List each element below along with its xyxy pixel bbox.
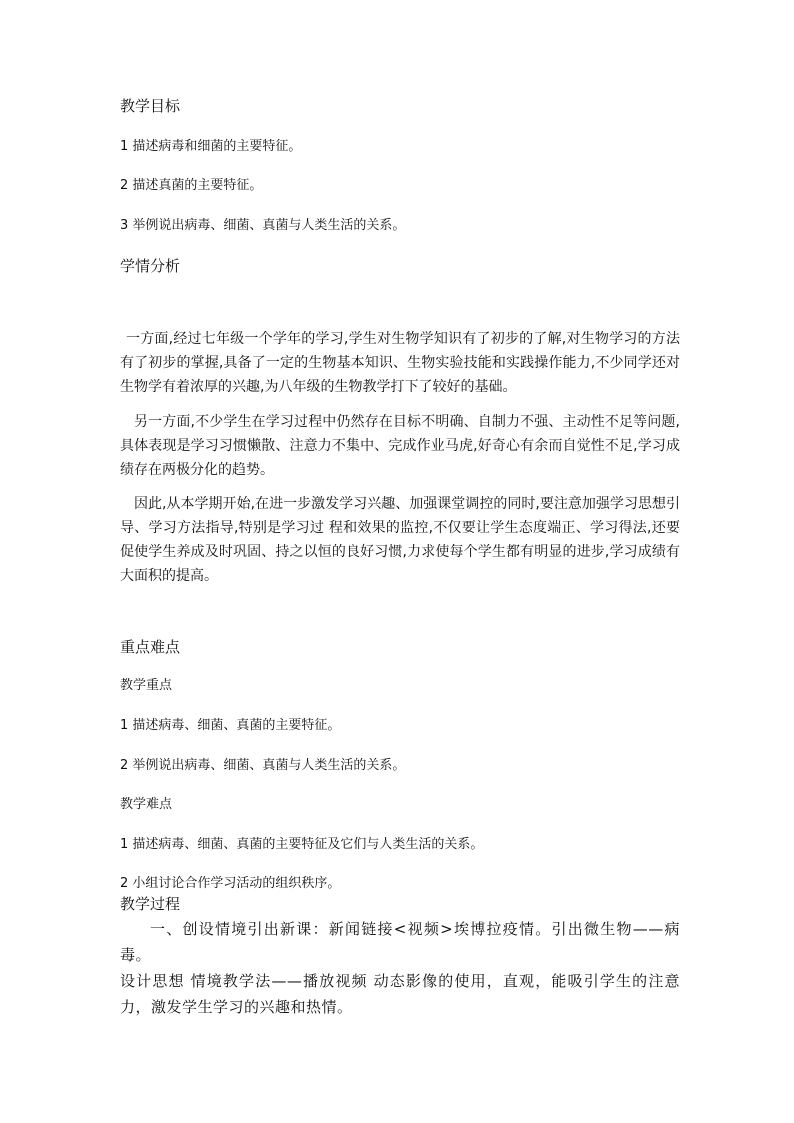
process-paragraph-2: 设计思想 情境教学法——播放视频 动态影像的使用，直观，能吸引学生的注意力，激发学生学习的兴趣和热情。: [120, 972, 680, 1016]
process-heading: 教学过程: [120, 895, 181, 913]
key-points-heading: 教学重点: [120, 678, 173, 693]
objective-item-3: 3 举例说出病毒、细菌、真菌与人类生活的关系。: [120, 218, 406, 233]
objective-item-1: 1 描述病毒和细菌的主要特征。: [120, 139, 302, 154]
key-difficult-heading: 重点难点: [120, 638, 181, 656]
analysis-paragraph-3: 因此,从本学期开始,在进一步激发学习兴趣、加强课堂调控的同时,要注意加强学习思想引导、学习方法指导,特别是学习过 程和效果的监控,不仅要让学生态度端正、学习得法,还要促使学生养成及时巩固、持之以恒的良好习惯,力求使每个学生都有明显的进步,学习成绩有大面积的提高。: [120, 496, 680, 584]
process-paragraph-1: 一、创设情境引出新课：新闻链接<视频>埃博拉疫情。引出微生物——病毒。: [120, 920, 680, 964]
analysis-paragraph-1: 一方面,经过七年级一个学年的学习,学生对生物学知识有了初步的了解,对生物学习的方法有了初步的掌握,具备了一定的生物基本知识、生物实验技能和实践操作能力,不少同学还对生物学有着浓厚的兴趣,为八年级的生物教学打下了较好的基础。: [120, 331, 680, 395]
key-point-item-2: 2 举例说出病毒、细菌、真菌与人类生活的关系。: [120, 758, 406, 773]
difficult-point-item-1: 1 描述病毒、细菌、真菌的主要特征及它们与人类生活的关系。: [120, 837, 484, 852]
difficult-points-heading: 教学难点: [120, 797, 173, 812]
objective-item-2: 2 描述真菌的主要特征。: [120, 178, 263, 193]
key-point-item-1: 1 描述病毒、细菌、真菌的主要特征。: [120, 718, 341, 733]
analysis-heading: 学情分析: [120, 257, 181, 275]
analysis-paragraph-2: 另一方面,不少学生在学习过程中仍然存在目标不明确、自制力不强、主动性不足等问题,具体表现是学习习惯懒散、注意力不集中、完成作业马虎,好奇心有余而自觉性不足,学习成绩存在两极分化的趋势。: [120, 414, 680, 478]
objectives-heading: 教学目标: [120, 97, 181, 115]
difficult-point-item-2: 2 小组讨论合作学习活动的组织秩序。: [120, 876, 341, 891]
